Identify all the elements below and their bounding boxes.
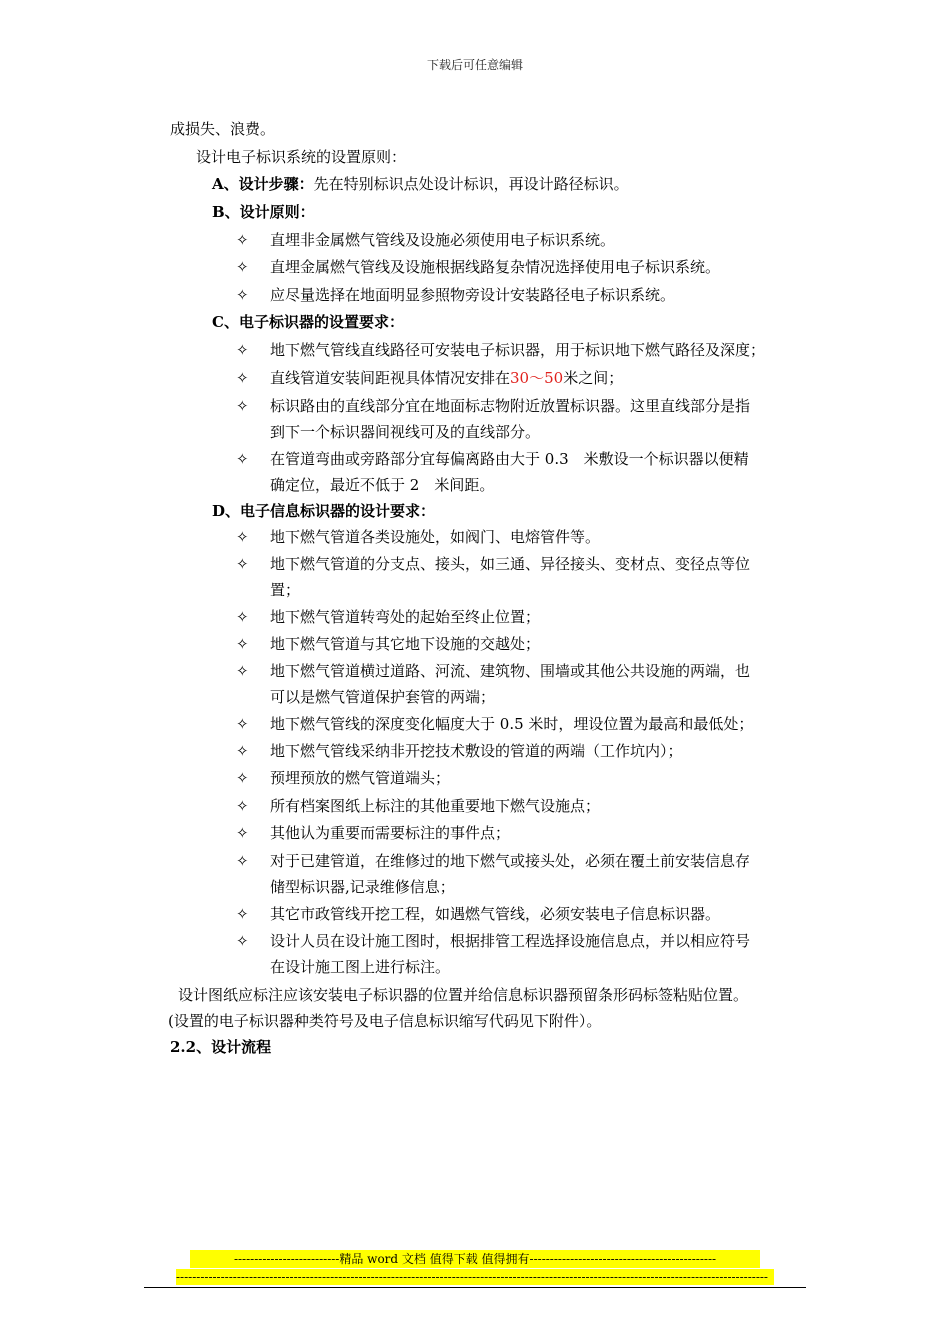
bullet-icon: ✧ (236, 769, 249, 787)
list-item-continuation: 确定位，最近不低于 2 米间距。 (270, 476, 495, 494)
footer-banner: --------------------------精品 word 文档 值得下载 值得拥有---------------------------------------------- (190, 1250, 760, 1268)
bullet-icon: ✧ (236, 852, 249, 870)
bullet-icon: ✧ (236, 258, 249, 276)
section-a (212, 173, 629, 195)
bullet-icon: ✧ (236, 555, 249, 573)
bullet-icon: ✧ (236, 742, 249, 760)
bullet-icon: ✧ (236, 662, 249, 680)
bullet-icon: ✧ (236, 715, 249, 733)
bullet-icon: ✧ (236, 450, 249, 468)
section-2-2-heading: 2.2、设计流程 (170, 1038, 272, 1056)
bullet-icon: ✧ (236, 341, 249, 359)
footer-divider (144, 1287, 806, 1288)
bullet-icon: ✧ (236, 397, 249, 415)
footer-dashes: -------------------------------------------------------------------------------------------------------------------------------------------------- (176, 1269, 774, 1285)
distance-range: 30～50 (510, 369, 564, 387)
bullet-icon: ✧ (236, 905, 249, 923)
section-c-label: C、电子标识器的设置要求： (212, 313, 404, 331)
bullet-icon: ✧ (236, 635, 249, 653)
section-d-label: D、电子信息标识器的设计要求： (212, 502, 436, 520)
bullet-icon: ✧ (236, 528, 249, 546)
list-item-continuation: 在设计施工图上进行标注。 (270, 958, 451, 976)
bullet-icon: ✧ (236, 797, 249, 815)
bullet-icon: ✧ (236, 286, 249, 304)
bullet-icon: ✧ (236, 932, 249, 950)
list-item-continuation: 可以是燃气管道保护套管的两端； (270, 688, 496, 706)
bullet-icon: ✧ (236, 824, 249, 842)
section-b-label: B、设计原则： (212, 203, 315, 221)
closing-line-1: 设计图纸应标注应该安装电子标识器的位置并给信息标识器预留条形码标签粘贴位置。 (178, 986, 749, 1004)
section-a-label: A、设计步骤： (212, 175, 314, 193)
intro-line-1: 成损失、浪费。 (170, 120, 276, 138)
intro-line-2: 设计电子标识系统的设置原则： (196, 148, 407, 166)
list-item-continuation: 储型标识器,记录维修信息； (270, 878, 455, 896)
closing-line-2: (设置的电子标识器种类符号及电子信息标识缩写代码见下附件）。 (168, 1012, 602, 1030)
bullet-icon: ✧ (236, 231, 249, 249)
section-a-text: 先在特别标识点处设计标识，再设计路径标识。 (313, 175, 629, 193)
bullet-icon: ✧ (236, 369, 249, 387)
list-item-continuation: 到下一个标识器间视线可及的直线部分。 (270, 423, 541, 441)
bullet-icon: ✧ (236, 608, 249, 626)
list-item-continuation: 置； (270, 581, 301, 599)
page-header: 下载后可任意编辑 (426, 58, 523, 72)
